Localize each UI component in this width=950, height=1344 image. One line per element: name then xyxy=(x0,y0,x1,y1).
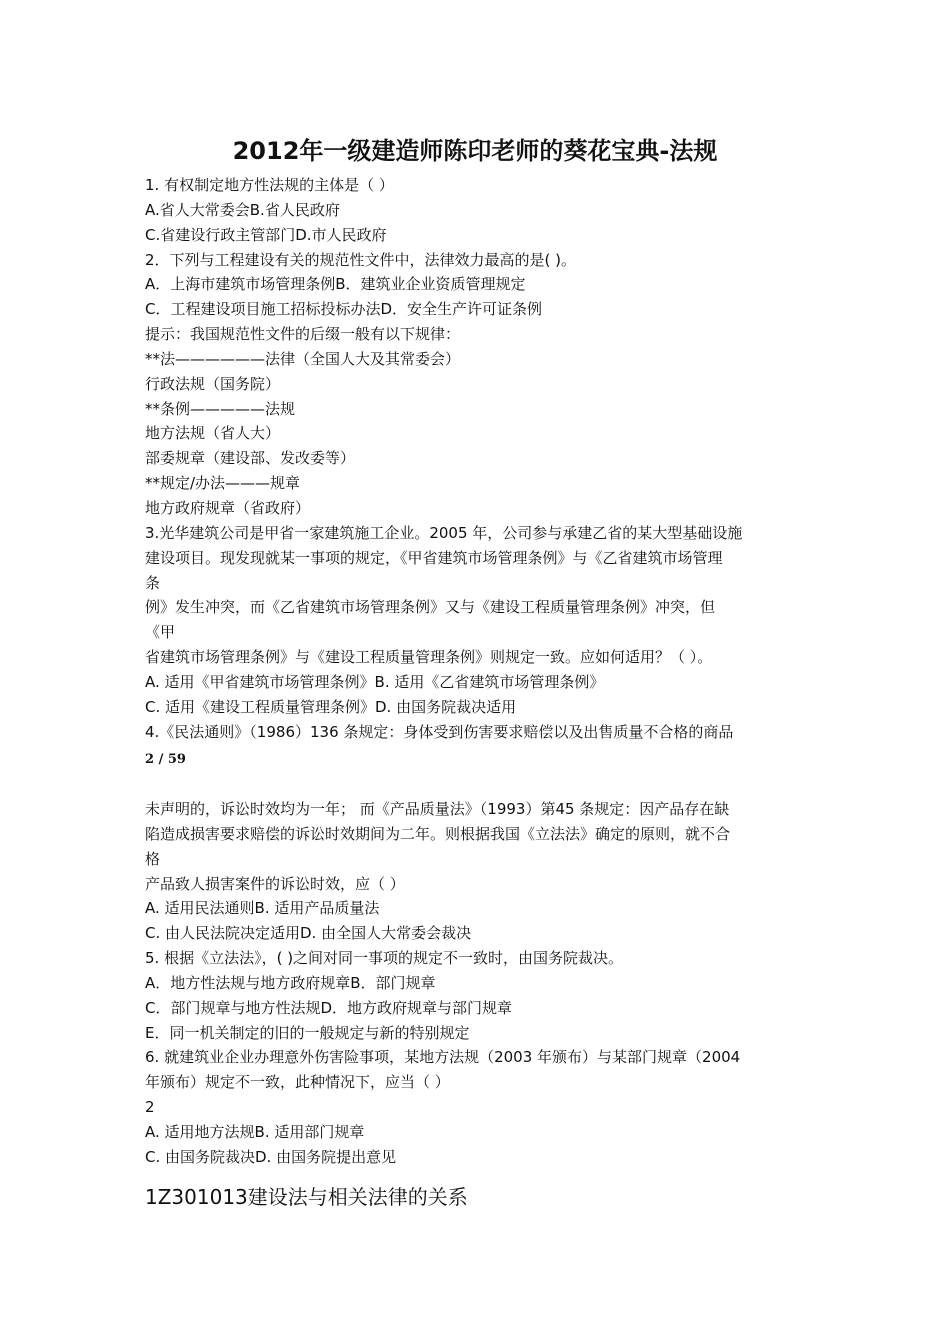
text-line: 产品致人损害案件的诉讼时效，应（ ） xyxy=(145,874,405,893)
text-line: 格 xyxy=(145,849,161,868)
text-line: A.省人大常委会B.省人民政府 xyxy=(145,200,340,219)
text-line: 6. 就建筑业企业办理意外伤害险事项，某地方法规（2003 年颁布）与某部门规章（2004 xyxy=(145,1048,741,1067)
text-line: 条 xyxy=(145,573,161,592)
section-heading: 1Z301013建设法与相关法律的关系 xyxy=(145,1185,468,1209)
text-line: 地方法规（省人大） xyxy=(145,424,281,443)
text-line: A. 适用地方法规B. 适用部门规章 xyxy=(145,1122,365,1141)
text-block-page-3 xyxy=(145,797,810,1170)
text-line: 5. 根据《立法法》，( )之间对同一事项的规定不一致时，由国务院裁决。 xyxy=(145,949,624,968)
text-line: 未声明的，诉讼时效均为一年； 而《产品质量法》（1993）第45 条规定：因产品存在缺 xyxy=(145,800,730,818)
text-line: C. 由人民法院决定适用D. 由全国人大常委会裁决 xyxy=(145,924,472,943)
text-line: A．地方性法规与地方政府规章B．部门规章 xyxy=(145,973,436,992)
text-line: 省建筑市场管理条例》与《建设工程质量管理条例》则规定一致。应如何适用？（ ）。 xyxy=(145,648,713,667)
text-line: A. 适用《甲省建筑市场管理条例》B. 适用《乙省建筑市场管理条例》 xyxy=(145,672,605,691)
text-line: 提示：我国规范性文件的后缀一般有以下规律： xyxy=(145,325,461,344)
document-title: 2012年一级建造师陈印老师的葵花宝典-法规 xyxy=(232,137,718,165)
text-line: **规定/办法———规章 xyxy=(145,474,301,493)
text-line: 陷造成损害要求赔偿的诉讼时效期间为二年。则根据我国《立法法》确定的原则，就不合 xyxy=(145,824,731,843)
text-line: **法——————法律（全国人大及其常委会） xyxy=(145,349,461,368)
text-line: 例》发生冲突，而《乙省建筑市场管理条例》又与《建设工程质量管理条例》冲突，但 xyxy=(145,598,716,617)
text-line: 2．下列与工程建设有关的规范性文件中，法律效力最高的是( )。 xyxy=(145,250,577,269)
text-line: 1. 有权制定地方性法规的主体是（ ） xyxy=(145,176,394,194)
text-line: 4.《民法通则》（1986）136 条规定：身体受到伤害要求赔偿以及出售质量不合格的商品 xyxy=(145,722,734,741)
text-line: C．部门规章与地方性法规D．地方政府规章与部门规章 xyxy=(145,998,513,1017)
text-line: 部委规章（建设部、发改委等） xyxy=(145,449,356,468)
text-line: E．同一机关制定的旧的一般规定与新的特别规定 xyxy=(145,1023,470,1042)
text-line: A．上海市建筑市场管理条例B．建筑业企业资质管理规定 xyxy=(145,275,526,294)
text-block-page-2 xyxy=(145,173,810,744)
text-line: 年颁布）规定不一致，此种情况下，应当（ ） xyxy=(145,1073,450,1092)
text-line: **条例—————法规 xyxy=(145,399,296,418)
text-line: C.省建设行政主管部门D.市人民政府 xyxy=(145,225,387,244)
text-line: C. 由国务院裁决D. 由国务院提出意见 xyxy=(145,1147,397,1166)
text-line: 建设项目。现发现就某一事项的规定，《甲省建筑市场管理条例》与《乙省建筑市场管理 xyxy=(145,548,723,567)
text-line: 行政法规（国务院） xyxy=(145,374,281,393)
text-line: 2 xyxy=(145,1098,155,1117)
text-line: 地方政府规章（省政府） xyxy=(145,498,311,517)
text-line: A. 适用民法通则B. 适用产品质量法 xyxy=(145,899,380,918)
text-line: C. 适用《建设工程质量管理条例》D. 由国务院裁决适用 xyxy=(145,697,517,716)
page-number: 2 / 59 xyxy=(145,752,186,767)
text-line: C．工程建设项目施工招标投标办法D．安全生产许可证条例 xyxy=(145,300,543,319)
text-line: 《甲 xyxy=(145,623,176,642)
text-line: 3.光华建筑公司是甲省一家建筑施工企业。2005 年，公司参与承建乙省的某大型基础设施 xyxy=(145,523,743,542)
